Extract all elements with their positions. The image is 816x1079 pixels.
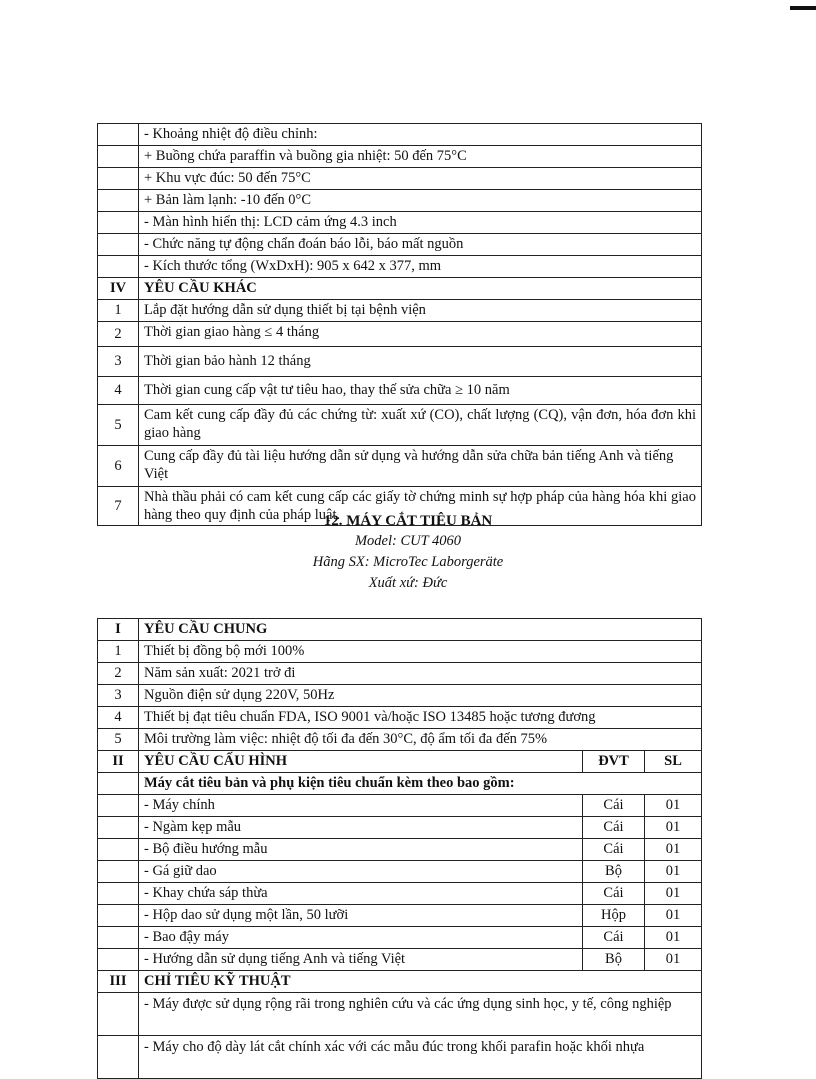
table-row (98, 861, 702, 883)
item-number: 4 (98, 377, 139, 405)
item-text: Môi trường làm việc: nhiệt độ tối đa đến 30°C, độ ẩm tối đa đến 75% (139, 729, 702, 751)
config-item: - Máy chính (139, 795, 583, 817)
item-number: 2 (98, 322, 139, 347)
spec-line: - Chức năng tự động chẩn đoán báo lỗi, báo mất nguồn (139, 234, 702, 256)
table-row (98, 795, 702, 817)
config-qty: 01 (645, 795, 702, 817)
item-text: Nguồn điện sử dụng 220V, 50Hz (139, 685, 702, 707)
config-unit: Cái (583, 883, 645, 905)
table-row (98, 927, 702, 949)
table-row (98, 993, 702, 1036)
config-qty: 01 (645, 839, 702, 861)
table-row (98, 905, 702, 927)
config-intro: Máy cắt tiêu bản và phụ kiện tiêu chuẩn kèm theo bao gồm: (139, 773, 702, 795)
spec-line: + Buồng chứa paraffin và buồng gia nhiệt: 50 đến 75°C (139, 146, 702, 168)
item-number: 5 (98, 405, 139, 446)
tech-spec: - Máy cho độ dày lát cắt chính xác với các mẫu đúc trong khối parafin hoặc khối nhựa (139, 1036, 702, 1079)
config-qty: 01 (645, 861, 702, 883)
spec-table (97, 618, 702, 1079)
item-text: Lắp đặt hướng dẫn sử dụng thiết bị tại bệnh viện (139, 300, 702, 322)
tech-spec: - Máy được sử dụng rộng rãi trong nghiên cứu và các ứng dụng sinh học, y tế, công nghiệp (139, 993, 702, 1036)
spec-line: + Khu vực đúc: 50 đến 75°C (139, 168, 702, 190)
item-number: 3 (98, 347, 139, 377)
item-number: 1 (98, 641, 139, 663)
section-row (98, 971, 702, 993)
item-number: 3 (98, 685, 139, 707)
table-row (98, 729, 702, 751)
config-item: - Hộp dao sử dụng một lần, 50 lưỡi (139, 905, 583, 927)
item-number: 5 (98, 729, 139, 751)
qty-header: SL (645, 751, 702, 773)
config-qty: 01 (645, 927, 702, 949)
config-unit: Cái (583, 795, 645, 817)
item-text: Thiết bị đồng bộ mới 100% (139, 641, 702, 663)
section-number: II (98, 751, 139, 773)
table-row (98, 707, 702, 729)
item-text: Năm sản xuất: 2021 trở đi (139, 663, 702, 685)
device-model: Model: CUT 4060 (354, 533, 462, 549)
table-row (98, 377, 702, 405)
table-row (98, 124, 702, 146)
config-unit: Cái (583, 839, 645, 861)
table-row (98, 949, 702, 971)
table-row (98, 817, 702, 839)
config-item: - Bao đậy máy (139, 927, 583, 949)
item-number: 2 (98, 663, 139, 685)
spec-table-continued (97, 123, 702, 526)
item-text: Thời gian cung cấp vật tư tiêu hao, thay thế sửa chữa ≥ 10 năm (139, 377, 702, 405)
table-row (98, 883, 702, 905)
item-heading (0, 511, 816, 594)
config-unit: Hộp (583, 905, 645, 927)
config-qty: 01 (645, 883, 702, 905)
table-row (98, 322, 702, 347)
table-row (98, 1036, 702, 1079)
section-number: III (98, 971, 139, 993)
table-row (98, 685, 702, 707)
item-number: 7 (98, 487, 139, 526)
section-row (98, 278, 702, 300)
config-item: - Ngàm kẹp mẫu (139, 817, 583, 839)
spec-line: - Kích thước tổng (WxDxH): 905 x 642 x 377, mm (139, 256, 702, 278)
table-row (98, 663, 702, 685)
config-item: - Khay chứa sáp thừa (139, 883, 583, 905)
section-title: YÊU CẦU CHUNG (139, 619, 702, 641)
config-item: - Bộ điều hướng mẫu (139, 839, 583, 861)
table-row (98, 256, 702, 278)
config-item: - Gá giữ dao (139, 861, 583, 883)
table-row (98, 347, 702, 377)
item-number: 4 (98, 707, 139, 729)
section-title: YÊU CẦU CẤU HÌNH (139, 751, 583, 773)
table-row (98, 839, 702, 861)
table-row (98, 446, 702, 487)
config-unit: Bộ (583, 949, 645, 971)
table-row (98, 405, 702, 446)
config-qty: 01 (645, 949, 702, 971)
table-row (98, 234, 702, 256)
item-text: Nhà thầu phải có cam kết cung cấp các giấy tờ chứng minh sự hợp pháp của hàng hóa khi giao hàng theo quy định của pháp luật. (139, 487, 702, 526)
config-unit: Cái (583, 817, 645, 839)
device-title: 12. MÁY CẮT TIÊU BẢN (323, 513, 493, 529)
config-qty: 01 (645, 905, 702, 927)
spec-line: - Màn hình hiển thị: LCD cảm ứng 4.3 inch (139, 212, 702, 234)
item-number: 6 (98, 446, 139, 487)
table-row (98, 190, 702, 212)
scan-edge-mark (790, 6, 816, 10)
item-number: 1 (98, 300, 139, 322)
item-text: Cam kết cung cấp đầy đủ các chứng từ: xuất xứ (CO), chất lượng (CQ), vận đơn, hóa đơn khi giao hàng (139, 405, 702, 446)
item-text: Cung cấp đầy đủ tài liệu hướng dẫn sử dụng và hướng dẫn sửa chữa bản tiếng Anh và tiếng Việt (139, 446, 702, 487)
table-row (98, 300, 702, 322)
section-title: CHỈ TIÊU KỸ THUẬT (139, 971, 702, 993)
unit-header: ĐVT (583, 751, 645, 773)
table-row (98, 212, 702, 234)
config-qty: 01 (645, 817, 702, 839)
section-row (98, 751, 702, 773)
config-unit: Bộ (583, 861, 645, 883)
device-manufacturer: Hãng SX: MicroTec Laborgeräte (312, 554, 504, 570)
item-text: Thời gian giao hàng ≤ 4 tháng (139, 322, 702, 347)
table-row (98, 146, 702, 168)
section-number: IV (98, 278, 139, 300)
config-unit: Cái (583, 927, 645, 949)
device-origin: Xuất xứ: Đức (368, 575, 448, 591)
item-text: Thời gian bảo hành 12 tháng (139, 347, 702, 377)
item-text: Thiết bị đạt tiêu chuẩn FDA, ISO 9001 và/hoặc ISO 13485 hoặc tương đương (139, 707, 702, 729)
spec-line: - Khoảng nhiệt độ điều chỉnh: (139, 124, 702, 146)
section-number: I (98, 619, 139, 641)
table-row (98, 773, 702, 795)
section-title: YÊU CẦU KHÁC (139, 278, 702, 300)
spec-line: + Bản làm lạnh: -10 đến 0°C (139, 190, 702, 212)
section-row (98, 619, 702, 641)
table-row (98, 641, 702, 663)
config-item: - Hướng dẫn sử dụng tiếng Anh và tiếng Việt (139, 949, 583, 971)
table-row (98, 168, 702, 190)
